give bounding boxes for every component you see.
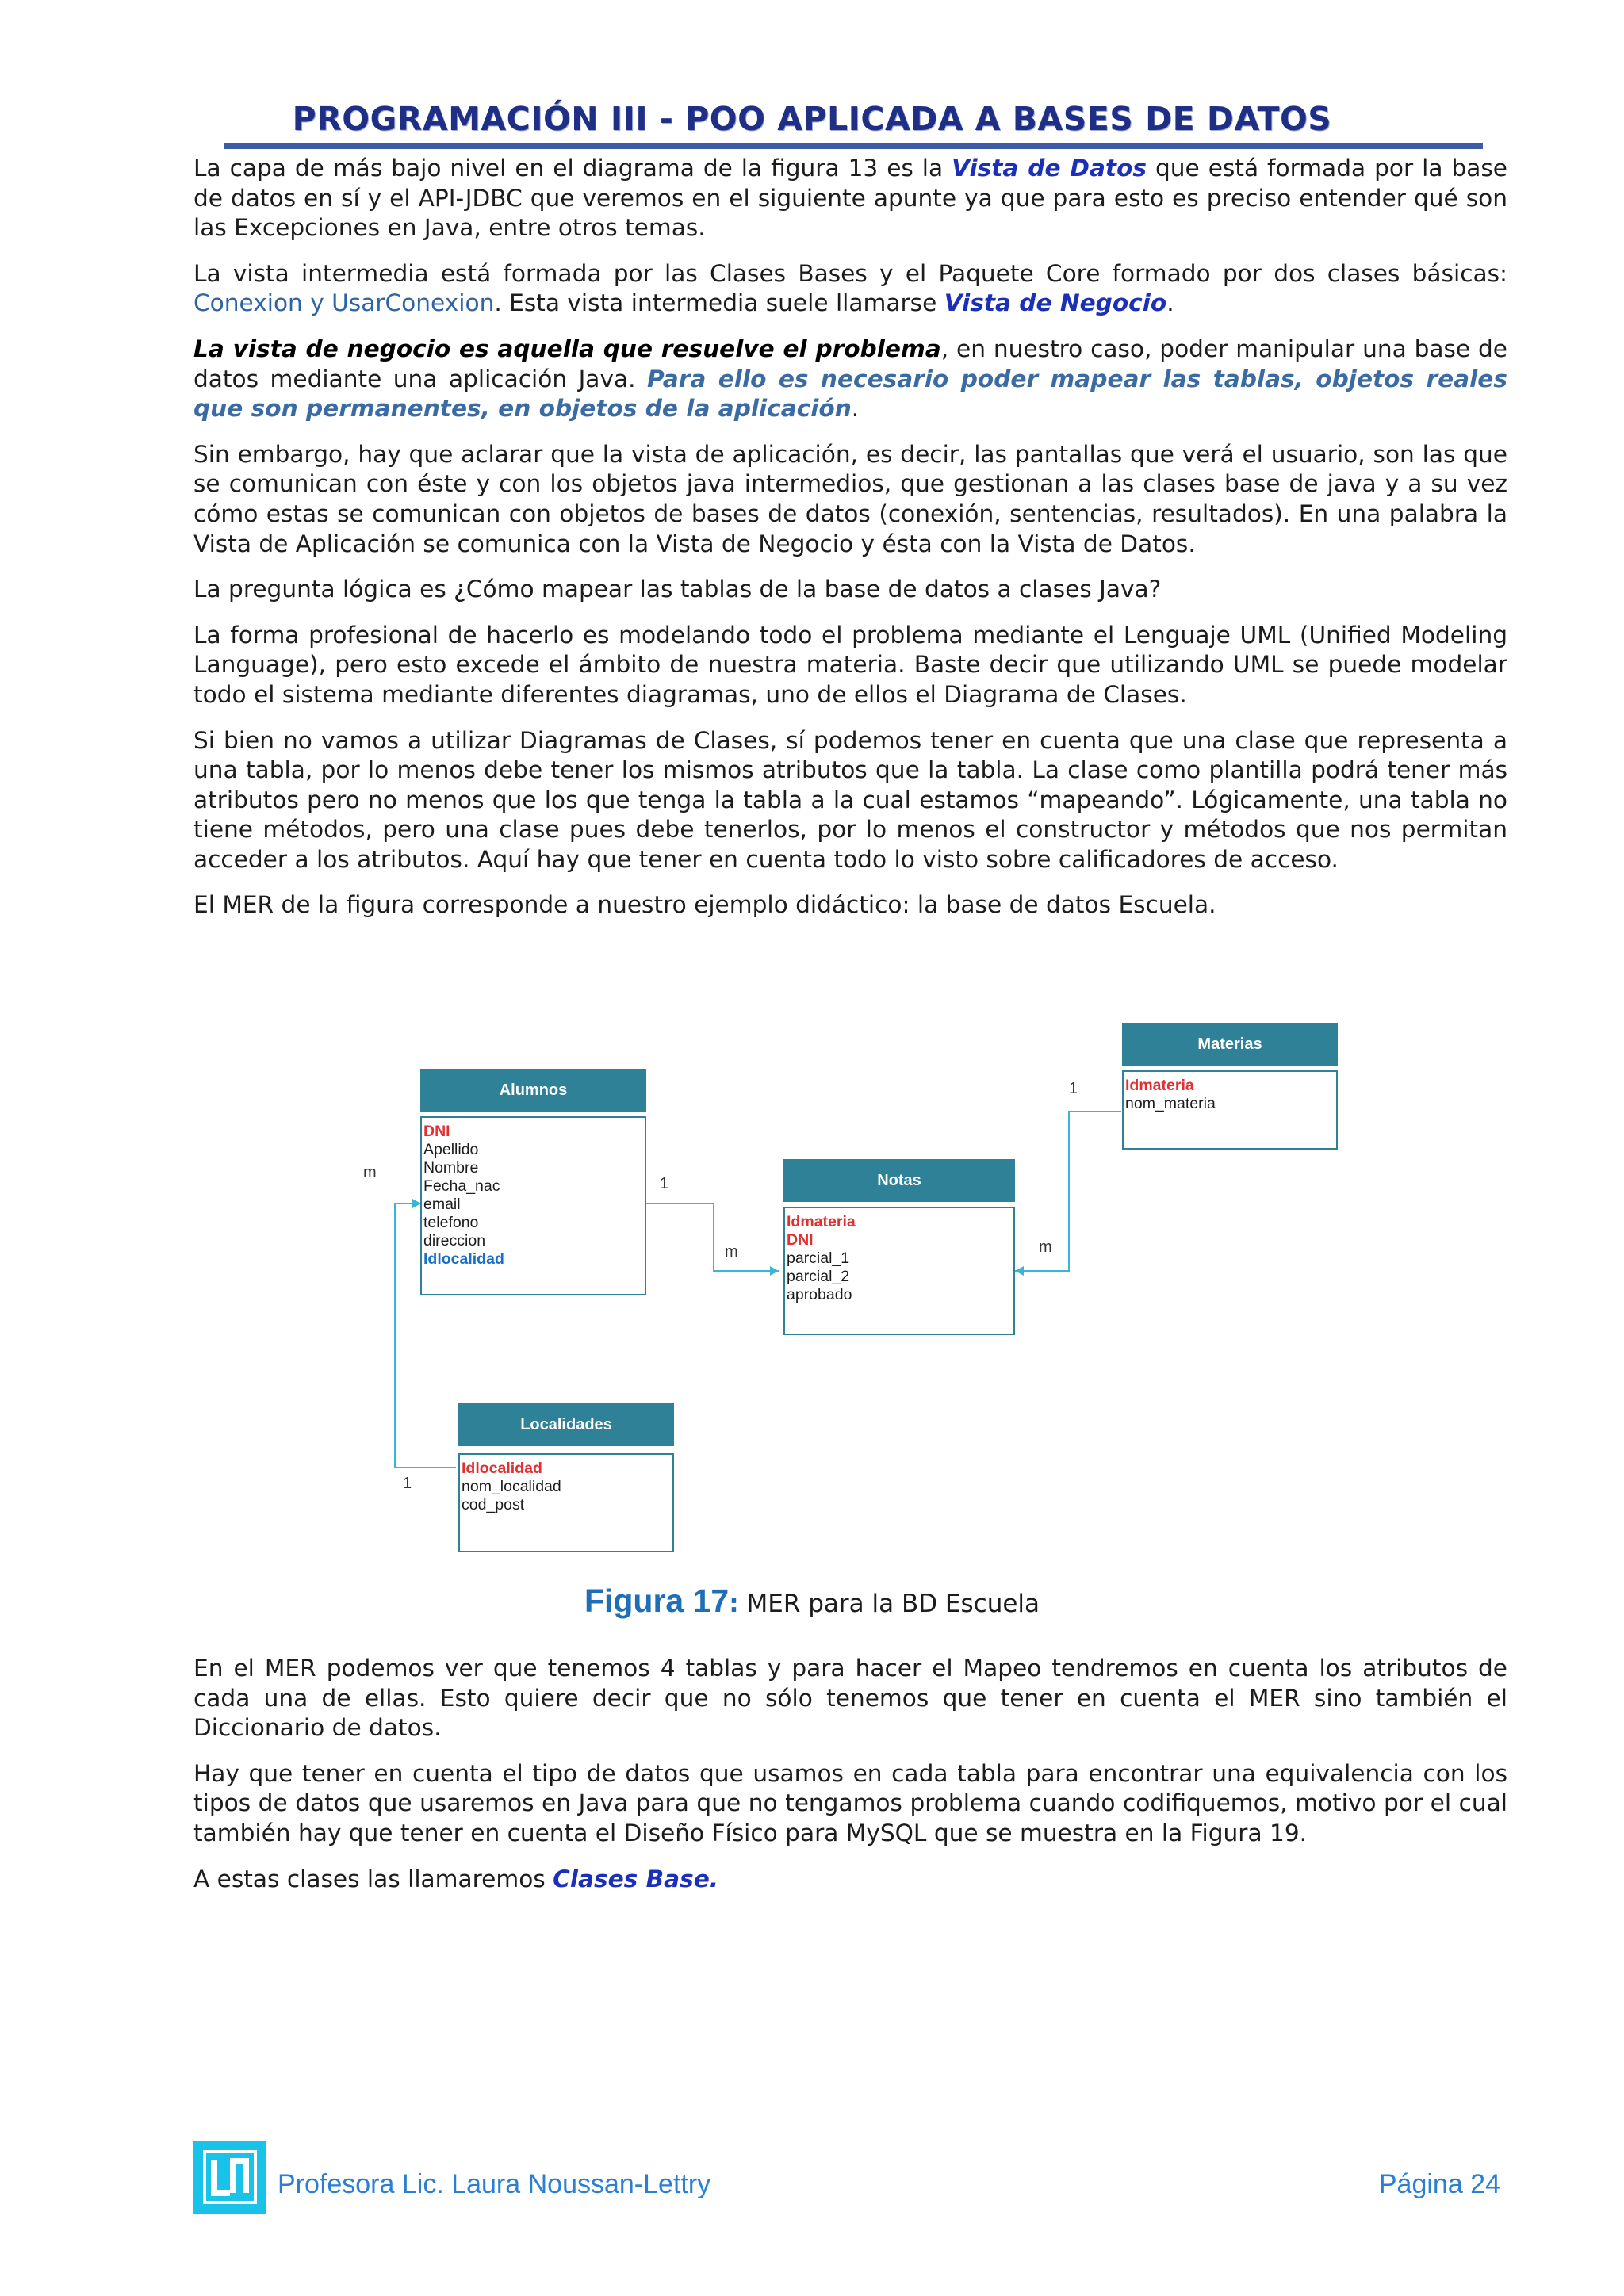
arrow-notas-left (770, 1266, 779, 1276)
figure-label: Figura 17 (584, 1582, 730, 1619)
paragraph-4: Sin embargo, hay que aclarar que la vista de aplicación, es decir, las pantallas que verá el usuario, son las que se comunican con éste y con los objetos java intermedios, que gestionan a las clases base de java y a su vez cómo estas se comunican con objetos de bases de datos (conexión, sentencias, resultados). En una palabra la Vista de Aplicación se comunica con la Vista de Negocio y ésta con la Vista de Datos. (193, 440, 1507, 557)
main-text-continued (193, 1654, 1507, 1910)
paragraph-8: El MER de la figura corresponde a nuestro ejemplo didáctico: la base de datos Escuela. (193, 891, 1216, 919)
arrow-notas-right (1015, 1266, 1024, 1276)
paragraph-2 (193, 259, 1507, 319)
paragraph-9: En el MER podemos ver que tenemos 4 tablas y para hacer el Mapeo tendremos en cuenta los atributos de cada una de ellas. Esto quiere decir que no sólo tenemos que tener en cuenta el MER sino también el Diccionario de datos. (193, 1655, 1507, 1742)
alumnos-field: email (423, 1196, 461, 1213)
entity-localidades (458, 1453, 674, 1552)
p2-text-c: . Esta vista intermedia suele llamarse (494, 289, 944, 317)
materias-key: Idmateria (1125, 1077, 1194, 1094)
localidades-field: cod_post (462, 1496, 525, 1513)
p2-emphasis: Vista de Negocio (944, 289, 1167, 317)
p11-emphasis: Clases Base. (553, 1865, 719, 1892)
entity-materias-header: Materias (1122, 1023, 1338, 1066)
p2-text-e: . (1166, 289, 1174, 317)
ln-logo-icon (193, 2141, 266, 2214)
cardinality-materias-left: 1 (1069, 1080, 1078, 1097)
connector-alumnos-notas (645, 1203, 779, 1271)
connector-materias-notas (1015, 1112, 1121, 1271)
notas-key: Idmateria (787, 1213, 856, 1230)
figure-caption-text: MER para la BD Escuela (738, 1590, 1040, 1618)
notas-field: parcial_2 (787, 1268, 850, 1285)
alumnos-field: Fecha_nac (423, 1177, 500, 1195)
paragraph-11 (193, 1865, 1507, 1895)
title-rule (224, 143, 1483, 149)
paragraph-1 (193, 154, 1507, 243)
ln-logo-graphic (193, 2141, 266, 2214)
cardinality-notas-right: m (1039, 1238, 1052, 1256)
alumnos-field: Apellido (423, 1141, 479, 1158)
cardinality-alumnos-left: m (363, 1164, 377, 1181)
p1-text-c: que está formada por la base de datos en sí y el API-JDBC que veremos en el siguiente apunte ya que para esto es preciso entender qué son las Excepciones en Java, entre otros temas. (193, 155, 1507, 242)
cardinality-localidades-left: 1 (403, 1475, 412, 1492)
p1-emphasis: Vista de Datos (952, 155, 1147, 182)
localidades-key: Idlocalidad (462, 1460, 542, 1477)
entity-notas-header: Notas (783, 1159, 1015, 1202)
entity-notas (783, 1207, 1015, 1335)
figure-caption (0, 1582, 1624, 1620)
entity-materias (1122, 1070, 1338, 1150)
localidades-field: nom_localidad (462, 1478, 561, 1495)
alumnos-field: direccion (423, 1232, 486, 1249)
mer-diagram (333, 1005, 1364, 1576)
p3-emphasis-a: La vista de negocio es aquella que resuelve el problema (193, 335, 941, 362)
paragraph-10: Hay que tener en cuenta el tipo de datos que usamos en cada tabla para encontrar una equivalencia con los tipos de datos que usaremos en Java para que no tengamos problema cuando codifiquemos, motivo por el cual también hay que tener en cuenta el Diseño Físico para MySQL que se muestra en la Figura 19. (193, 1759, 1507, 1846)
cardinality-alumnos-right: 1 (660, 1175, 669, 1192)
entity-alumnos (420, 1116, 646, 1295)
figure-colon: : (729, 1590, 739, 1618)
cardinality-notas-left: m (725, 1243, 738, 1261)
paragraph-6: La forma profesional de hacerlo es modelando todo el problema mediante el Lenguaje UML (Unified Modeling Language), pero esto excede el ámbito de nuestra materia. Baste decir que utilizando UML se puede modelar todo el sistema mediante diferentes diagramas, uno de ellos el Diagrama de Clases. (193, 621, 1507, 708)
p2-text-a: La vista intermedia está formada por las Clases Bases y el Paquete Core formado por dos clases básicas: (193, 259, 1507, 287)
alumnos-field: Nombre (423, 1159, 479, 1177)
p2-class-names: Conexion y UsarConexion (193, 289, 495, 317)
p3-emphasis-c: Para ello es necesario poder mapear las tablas, objetos reales que son permanentes, en objetos de la aplicación (193, 365, 1507, 423)
entity-alumnos-header: Alumnos (420, 1069, 646, 1112)
notas-field: aprobado (787, 1286, 852, 1303)
paragraph-5: La pregunta lógica es ¿Cómo mapear las tablas de la base de datos a clases Java? (193, 576, 1162, 603)
p1-text-a: La capa de más bajo nivel en el diagrama de la figura 13 es la (193, 155, 952, 182)
main-text (193, 154, 1507, 936)
p3-text-d: . (851, 395, 860, 423)
notas-field: parcial_1 (787, 1249, 850, 1267)
alumnos-field: telefono (423, 1214, 479, 1231)
paragraph-3 (193, 335, 1507, 424)
paragraph-7: Si bien no vamos a utilizar Diagramas de Clases, sí podemos tener en cuenta que una clase que representa a una tabla, por lo menos debe tener los mismos atributos que la tabla. La clase como plantilla podrá tener más atributos pero no menos que los que tenga la tabla a la cual estamos “mapeando”. Lógicamente, una tabla no tiene métodos, pero una clase pues debe tenerlos, por lo menos el constructor y métodos que nos permitan acceder a los atributos. Aquí hay que tener en cuenta todo lo visto sobre calificadores de acceso. (193, 726, 1507, 873)
footer-author: Profesora Lic. Laura Noussan-Lettry (278, 2169, 711, 2199)
p3-text-b: , en nuestro caso, poder manipular una base de datos mediante una aplicación Java. (193, 335, 1507, 392)
entity-localidades-header: Localidades (458, 1403, 674, 1446)
notas-key: DNI (787, 1231, 814, 1249)
page-title: PROGRAMACIÓN III - POO APLICADA A BASES DE DATOS (292, 100, 1332, 138)
footer-page-number: Página 24 (1378, 2169, 1500, 2199)
alumnos-fk: Idlocalidad (423, 1250, 504, 1268)
p11-text-a: A estas clases las llamaremos (193, 1865, 553, 1892)
alumnos-key: DNI (423, 1123, 450, 1140)
materias-field: nom_materia (1125, 1095, 1216, 1112)
